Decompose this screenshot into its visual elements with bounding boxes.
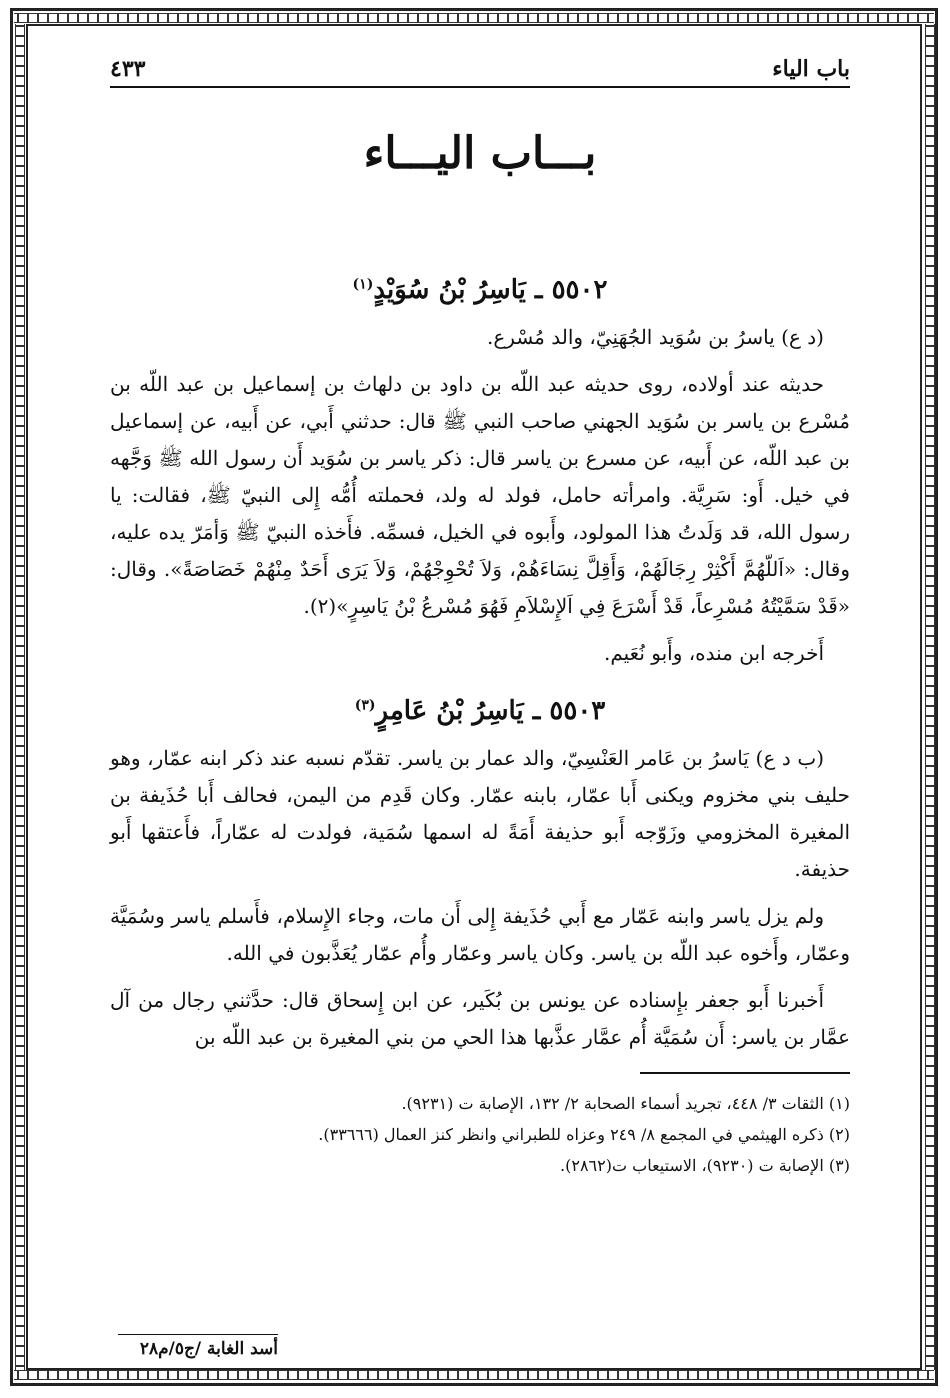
chapter-title: بـــاب اليـــاء — [363, 128, 597, 179]
border-chain-right — [925, 24, 935, 1370]
page-number: ٤٣٣ — [110, 56, 146, 82]
section-name: باب الياء — [772, 56, 850, 82]
footnote-ref: (٣) — [354, 697, 376, 714]
entry-title — [110, 696, 850, 726]
entry-paragraph: أَخبرنا أَبو جعفر بإِسناده عن يونس بن بُكَير، عن ابن إِسحاق قال: حدَّثني رجال من آل عمَّار بن ياسر: أَن سُمَيَّة أُم عمَّار عذَّبها هذا الحي من بني المغيرة بن عبد اللّه بن — [110, 988, 850, 1049]
entry-paragraph: حديثه عند أولاده، روى حديثه عبد اللّه بن داود بن دلهاث بن إسماعيل بن عبد اللّه بن مُسْرع بن ياسر بن سُوَيد الجهني صاحب النبي ﷺ قال: حدثني أَبي، عن أَبيه، عن إسماعيل بن عبد اللّه، عن أَبيه، عن مسرع بن ياسر قال: ذكر ياسر بن سُوَيد أَن رسول الله ﷺ وَجَّهه في خيل. أَو: سَرِيَّة. وامرأته حامل، فولد له ولد، فحملته أُمُّه إِلى النبيّ ﷺ، فقالت: يا رسول الله، قد وَلَدتُ هذا المولود، وأَبوه في الخيل، فسمِّه. فأَخذه النبيّ ﷺ وَأمَرّ يده عليه، وقال: «اَللّهُمَّ أَكْثِرْ رِجَالَهُمْ، وَأَقِلَّ نِسَاءَهُمْ، وَلاَ تُحْوِجْهُمْ، وَلاَ يَرَى أَحَدٌ مِنْهُمْ خَصَاصَةً». وقال: «قَدْ سَمَّيْتُهُ مُسْرِعاً، قَدْ أَسْرَعَ فِي اَلإِسْلاَمِ فَهُوَ مُسْرعُ بْنُ يَاسِرٍ»(٢). — [110, 372, 850, 618]
footnotes — [110, 1088, 850, 1181]
entry-title-text: ٥٥٠٣ ـ يَاسِرُ بْنُ عَامِرٍ — [375, 696, 606, 726]
running-header — [110, 56, 850, 88]
border-chain-bottom — [14, 1370, 934, 1380]
footnote-ref: (١) — [352, 276, 374, 293]
entry-title — [110, 275, 850, 305]
footnote-1: (١) الثقات ٣/ ٤٤٨، تجريد أسماء الصحابة ٢/ ١٣٢، الإصابة ت (٩٢٣١). — [401, 1094, 850, 1113]
printer-signature: أسد الغابة /ج٥/م٢٨ — [118, 1334, 278, 1359]
footnote-3: (٣) الإصابة ت (٩٢٣٠)، الاستيعاب ت(٢٨٦٢). — [560, 1156, 850, 1175]
entry-title-text: ٥٥٠٢ ـ يَاسِرُ بْنُ سُوَيْدٍ — [373, 275, 608, 305]
entry-5503 — [110, 696, 850, 1056]
border-chain-top — [14, 13, 934, 23]
entry-5502 — [110, 275, 850, 672]
footnote-divider — [640, 1072, 850, 1074]
entry-paragraph: ولم يزل ياسر وابنه عَمّار مع أَبي حُذَيفة إِلى أَن مات، وجاء الإِسلام، فأَسلم ياسر وسُمَيَّة وعمّار، وأَخوه عبد اللّه بن ياسر. وكان ياسر وعمّار وأُم عمّار يُعَذَّبون في الله. — [110, 904, 850, 965]
entry-paragraph: (د ع) ياسرُ بن سُوَيد الجُهَنِيّ، والد مُسْرع. — [487, 325, 824, 349]
entry-paragraph: (ب د ع) يَاسرُ بن عَامر العَنْسِيّ، والد عمار بن ياسر. تقدّم نسبه عند ذكر ابنه عمّار، وهو حليف بني مخزوم ويكنى أَبا عمّار، بابنه عمّار. وكان قَدِم من اليمن، فحالف أَبا حُذَيفة بن المغيرة المخزومي وزَوّجه أَبو حذيفة أَمَةً له اسمها سُمَية، فولدت له عمّاراً، فأَعتقها أَبو حذيفة. — [110, 746, 850, 881]
border-chain-left — [15, 24, 25, 1370]
footnote-2: (٢) ذكره الهيثمي في المجمع ٨/ ٢٤٩ وعزاه للطبراني وانظر كنز العمال (٣٣٦٦٦). — [318, 1125, 850, 1144]
page-content — [110, 56, 850, 1181]
entry-paragraph: أَخرجه ابن منده، وأَبو نُعَيم. — [603, 641, 824, 665]
